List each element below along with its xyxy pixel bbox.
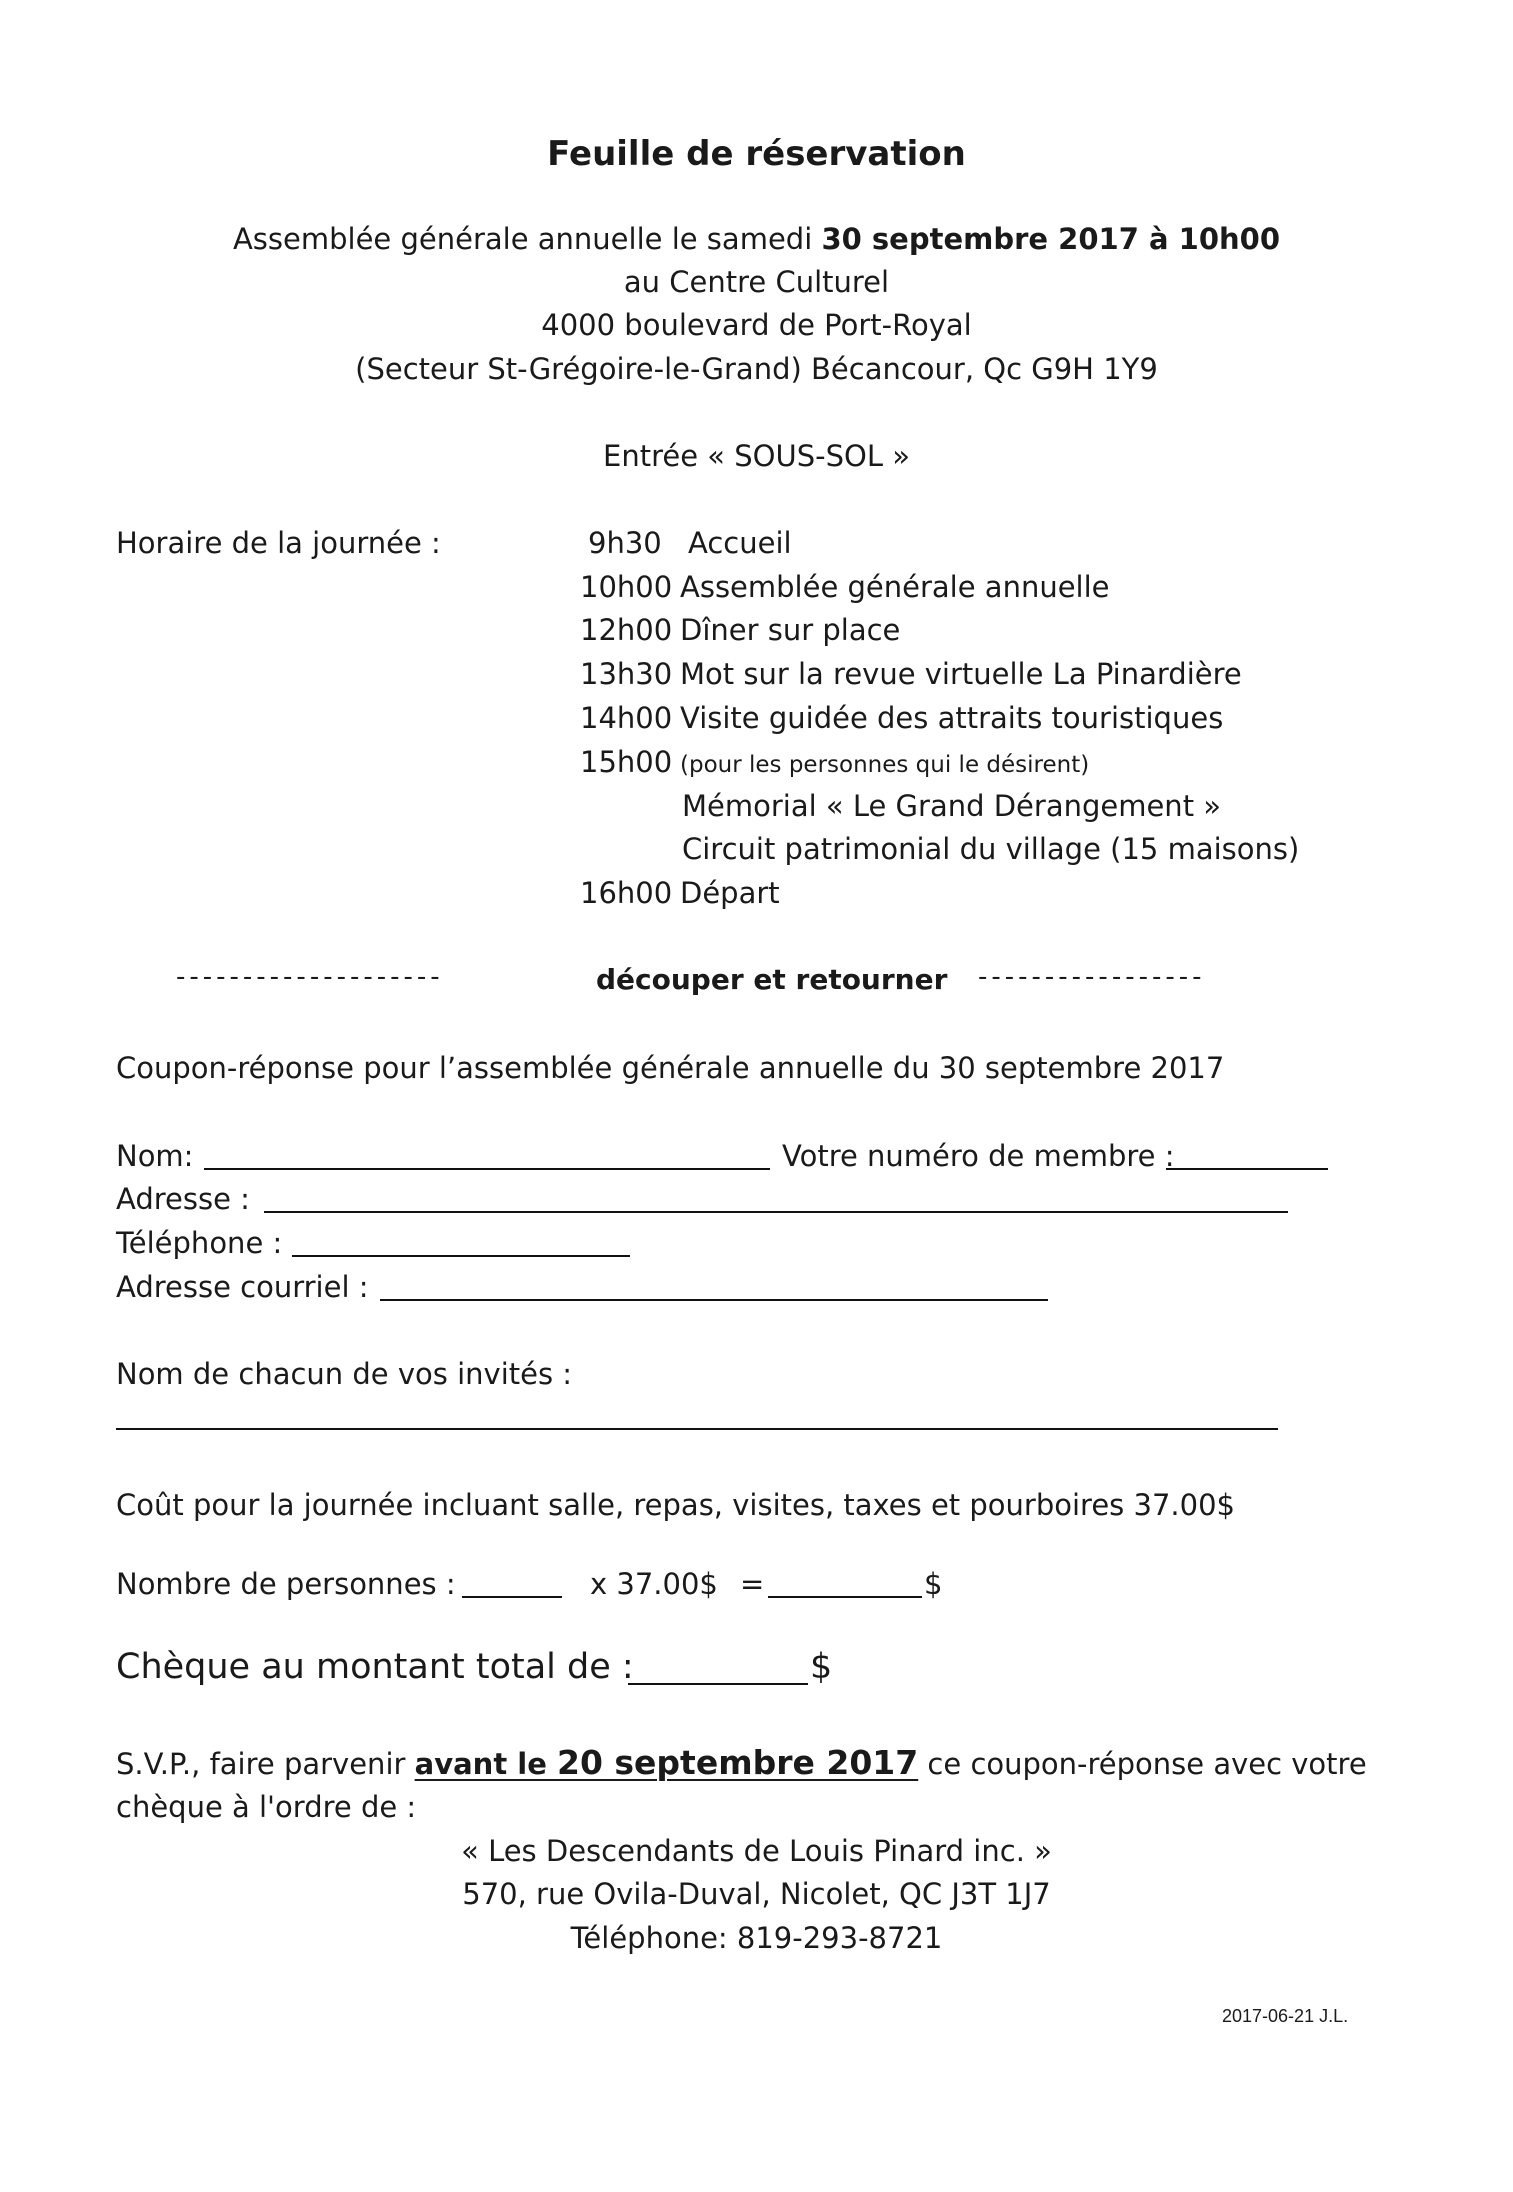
schedule-time: 13h30 — [580, 657, 673, 691]
schedule-time: 14h00 — [580, 701, 673, 735]
org-address: 570, rue Ovila-Duval, Nicolet, QC J3T 1J7 — [462, 1877, 1051, 1911]
schedule-text: Dîner sur place — [680, 613, 901, 647]
document-reference: 2017-06-21 J.L. — [1222, 2006, 1349, 2026]
instructions-suffix: ce coupon-réponse avec votre — [918, 1747, 1367, 1781]
email-label: Adresse courriel : — [116, 1270, 369, 1304]
event-date-line — [0, 219, 1513, 259]
name-field[interactable] — [204, 1168, 770, 1170]
deadline — [414, 1743, 919, 1782]
event-entrance: Entrée « SOUS-SOL » — [603, 439, 910, 473]
persons-label: Nombre de personnes : — [116, 1567, 456, 1601]
schedule-item — [588, 523, 792, 563]
event-date-prefix: Assemblée générale annuelle le samedi — [232, 222, 822, 256]
cheque-dollar: $ — [810, 1647, 833, 1687]
schedule-text: Départ — [680, 876, 780, 910]
schedule-item — [580, 610, 900, 650]
phone-label: Téléphone : — [116, 1226, 283, 1260]
schedule-time: 12h00 — [580, 613, 673, 647]
schedule-item — [580, 654, 1242, 694]
org-phone: Téléphone: 819-293-8721 — [570, 1921, 943, 1955]
schedule-text: Assemblée générale annuelle — [680, 570, 1110, 604]
member-number-label: Votre numéro de membre : — [782, 1139, 1175, 1173]
address-label: Adresse : — [116, 1182, 250, 1216]
schedule-subitem: Mémorial « Le Grand Dérangement » — [682, 789, 1222, 823]
equals-sign: = — [740, 1567, 765, 1601]
price-multiplier: x 37.00$ — [590, 1567, 718, 1601]
schedule-item — [580, 873, 780, 913]
persons-field[interactable] — [462, 1596, 562, 1598]
schedule-subitem: Circuit patrimonial du village (15 maisons) — [682, 832, 1300, 866]
schedule-item — [580, 567, 1110, 607]
schedule-time: 9h30 — [588, 526, 662, 560]
schedule-time: 15h00 — [580, 745, 673, 779]
org-name: « Les Descendants de Louis Pinard inc. » — [461, 1834, 1052, 1868]
cheque-label: Chèque au montant total de : — [116, 1647, 634, 1687]
schedule-time: 10h00 — [580, 570, 673, 604]
member-number-field[interactable] — [1166, 1168, 1328, 1170]
page-title: Feuille de réservation — [547, 134, 966, 174]
schedule-text: Visite guidée des attraits touristiques — [680, 701, 1224, 735]
deadline-date: 20 septembre 2017 — [557, 1743, 919, 1782]
schedule-time: 16h00 — [580, 876, 673, 910]
cut-dashes-left: -------------------- — [176, 962, 444, 992]
schedule-label: Horaire de la journée : — [116, 526, 441, 560]
event-street: 4000 boulevard de Port-Royal — [541, 308, 972, 342]
event-date-bold: 30 septembre 2017 à 10h00 — [821, 222, 1281, 256]
phone-field[interactable] — [292, 1255, 630, 1257]
address-field[interactable] — [264, 1211, 1288, 1213]
instructions-prefix: S.V.P., faire parvenir — [116, 1747, 415, 1781]
cheque-total-field[interactable] — [628, 1683, 808, 1685]
event-venue: au Centre Culturel — [623, 265, 890, 299]
schedule-text: (pour les personnes qui le désirent) — [680, 752, 1090, 778]
instructions-line1 — [116, 1743, 1367, 1784]
event-city: (Secteur St-Grégoire-le-Grand) Bécancour, Qc G9H 1Y9 — [355, 352, 1158, 386]
cut-label: découper et retourner — [596, 963, 948, 996]
cut-dashes-right: ----------------- — [978, 962, 1206, 992]
cost-text: Coût pour la journée incluant salle, repas, visites, taxes et pourboires 37.00$ — [116, 1488, 1235, 1522]
coupon-heading: Coupon-réponse pour l’assemblée générale annuelle du 30 septembre 2017 — [116, 1051, 1225, 1085]
deadline-prefix: avant le — [414, 1747, 557, 1781]
schedule-item — [580, 742, 1089, 785]
guests-field[interactable] — [116, 1428, 1278, 1430]
instructions-line2: chèque à l'ordre de : — [116, 1790, 417, 1824]
email-field[interactable] — [380, 1299, 1048, 1301]
schedule-text: Accueil — [688, 526, 792, 560]
schedule-item — [580, 698, 1223, 738]
subtotal-dollar: $ — [924, 1567, 943, 1601]
subtotal-field[interactable] — [768, 1596, 922, 1598]
name-label: Nom: — [116, 1139, 194, 1173]
guests-label: Nom de chacun de vos invités : — [116, 1357, 573, 1391]
schedule-text: Mot sur la revue virtuelle La Pinardière — [680, 657, 1242, 691]
